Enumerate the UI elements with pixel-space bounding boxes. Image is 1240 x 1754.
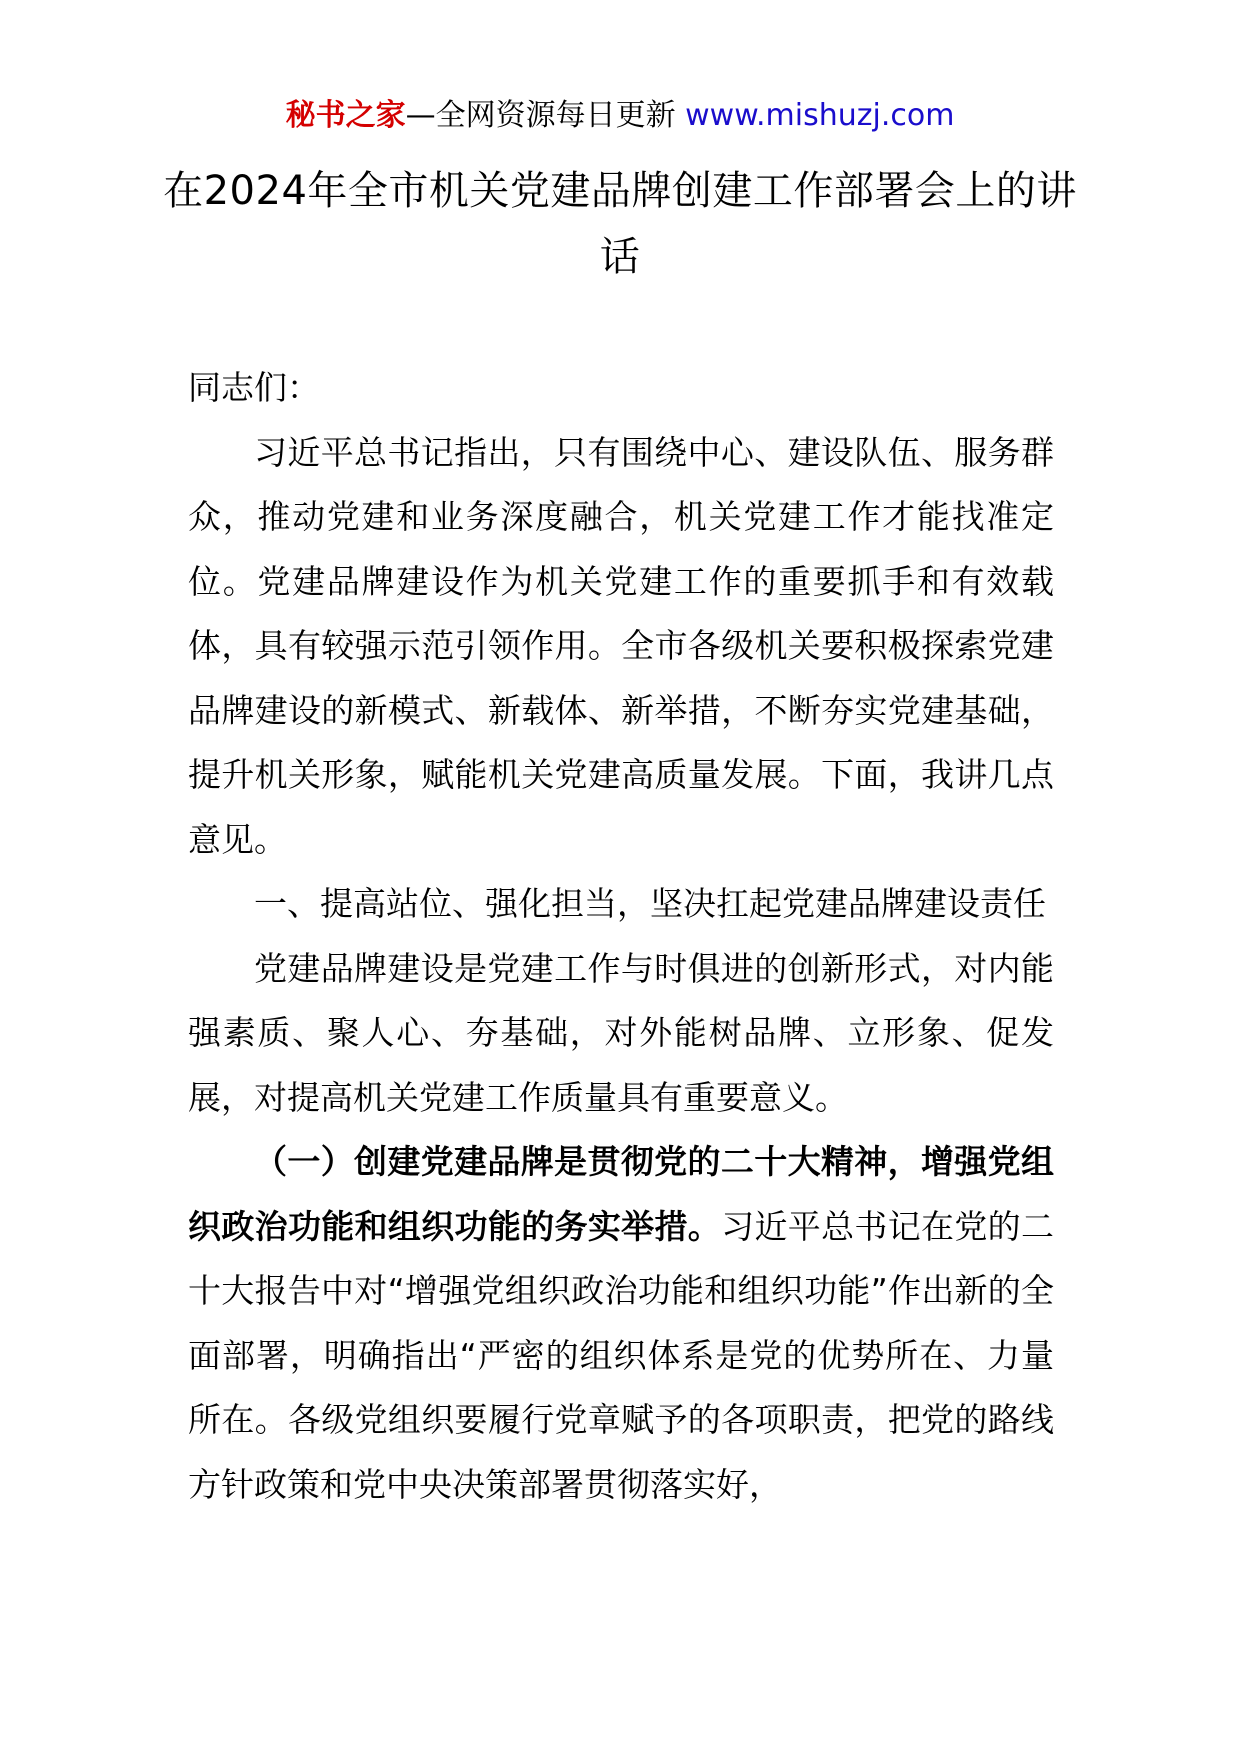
document-body: [188, 356, 1054, 1517]
subsection-heading-1: （一）创建党建品牌是贯彻党的二十大精神，增强党组织政治功能和组织功能的务实举措。: [188, 1142, 1054, 1246]
section-heading-1: 一、提高站位、强化担当，坚决扛起党建品牌建设责任: [254, 884, 1046, 923]
paragraph-intro: 习近平总书记指出，只有围绕中心、建设队伍、服务群众，推动党建和业务深度融合，机关党建工作才能找准定位。党建品牌建设作为机关党建工作的重要抓手和有效载体，具有较强示范引领作用。全市各级机关要积极探索党建品牌建设的新模式、新载体、新举措，不断夯实党建基础，提升机关形象，赋能机关党建高质量发展。下面，我讲几点意见。: [188, 432, 1054, 859]
site-url-link[interactable]: www.mishuzj.com: [685, 98, 955, 133]
subsection-text-1: 习近平总书记在党的二十大报告中对“增强党组织政治功能和组织功能”作出新的全面部署，明确指出“严密的组织体系是党的优势所在、力量所在。各级党组织要履行党章赋予的各项职责，把党的路线方针政策和党中央决策部署贯彻落实好，: [188, 1206, 1055, 1504]
site-tagline: —全网资源每日更新: [405, 98, 676, 133]
site-header: [0, 96, 1240, 136]
paragraph-section-1-intro: 党建品牌建设是党建工作与时俱进的创新形式，对内能强素质、聚人心、夯基础，对外能树品牌、立形象、促发展，对提高机关党建工作质量具有重要意义。: [188, 948, 1054, 1117]
paragraph-subsection-1: [188, 1130, 1054, 1517]
salutation: 同志们：: [188, 368, 320, 407]
document-title: 在2024年全市机关党建品牌创建工作部署会上的讲话: [163, 168, 1077, 280]
site-brand: 秘书之家: [285, 98, 406, 133]
